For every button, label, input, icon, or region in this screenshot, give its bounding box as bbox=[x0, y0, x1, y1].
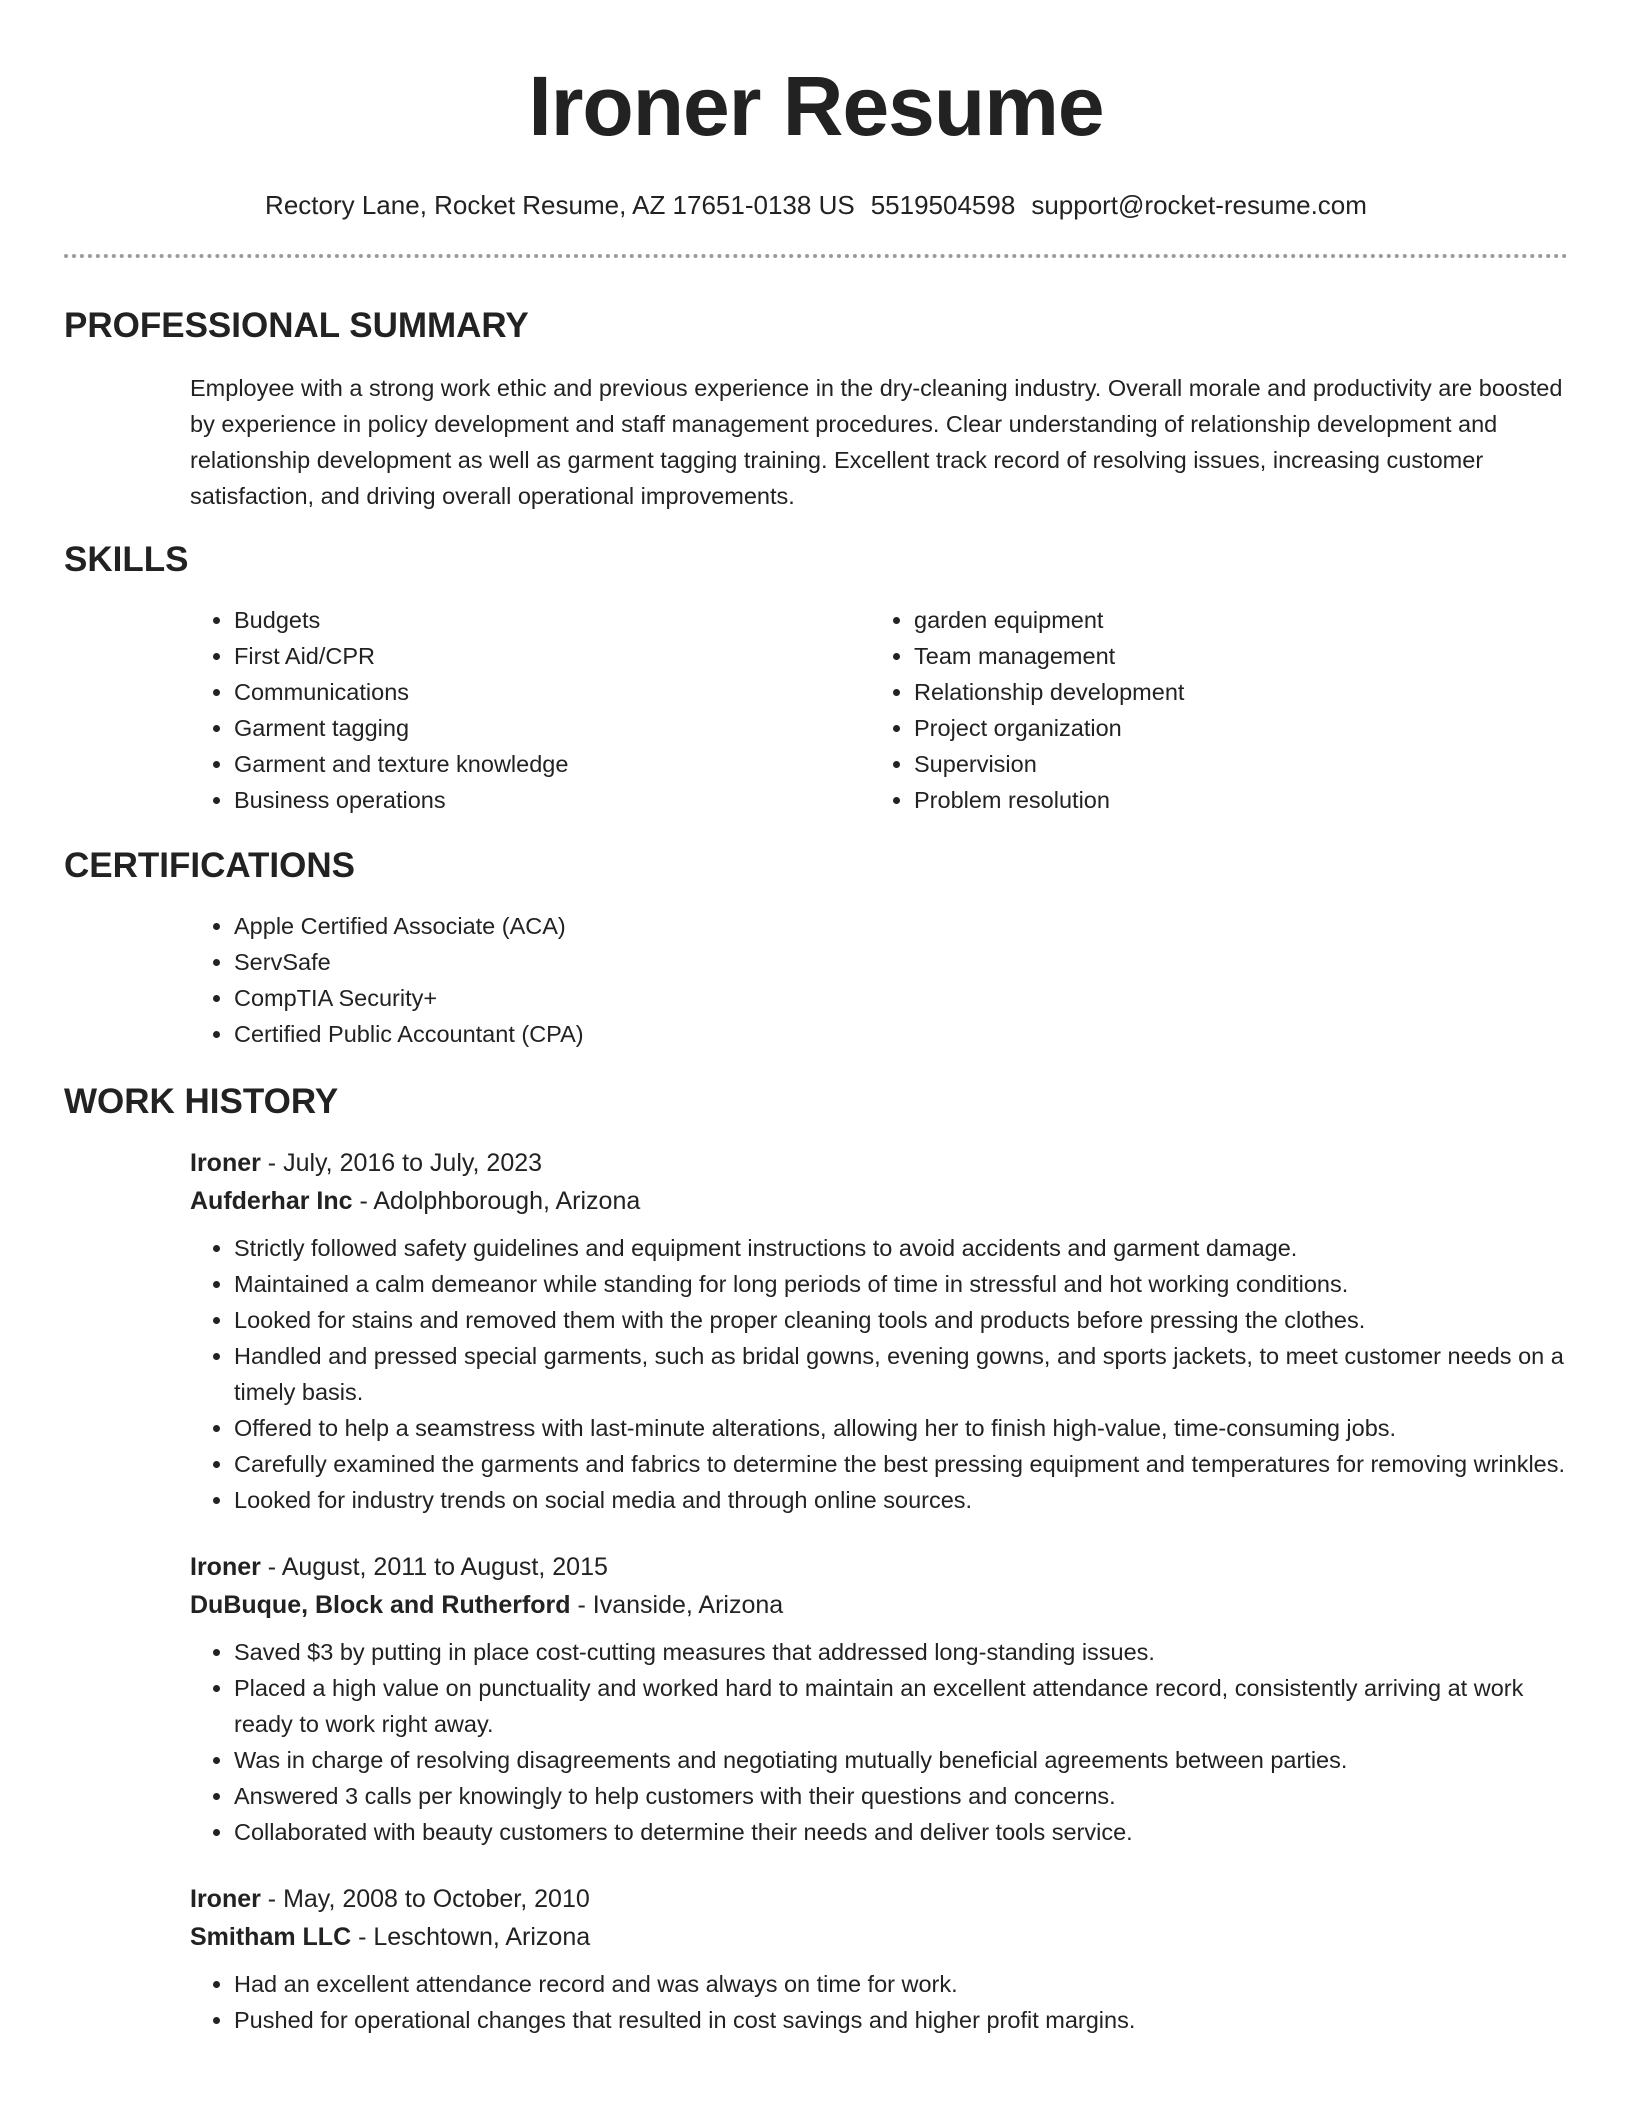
skill-item: • garden equipment bbox=[914, 602, 1550, 638]
skill-item: • Problem resolution bbox=[914, 782, 1550, 818]
job-bullet: • Offered to help a seamstress with last-minute alterations, allowing her to finish high-value, time-consuming jobs. bbox=[234, 1410, 1568, 1446]
summary-section bbox=[64, 306, 1568, 514]
job-role: Ironer bbox=[190, 1885, 261, 1913]
certification-item: • Certified Public Accountant (CPA) bbox=[234, 1016, 1568, 1052]
job-bullets bbox=[190, 1230, 1568, 1518]
employer-location: Adolphborough, Arizona bbox=[373, 1187, 641, 1215]
skill-item: • Budgets bbox=[234, 602, 870, 638]
separator: - bbox=[351, 1923, 374, 1951]
skills-heading: SKILLS bbox=[64, 540, 189, 579]
job-bullet: • Looked for stains and removed them with the proper cleaning tools and products before pressing the clothes. bbox=[234, 1302, 1568, 1338]
job-bullet: • Collaborated with beauty customers to determine their needs and deliver tools service. bbox=[234, 1814, 1568, 1850]
skill-item: • First Aid/CPR bbox=[234, 638, 870, 674]
job-dates: August, 2011 to August, 2015 bbox=[281, 1553, 608, 1581]
job-entry bbox=[190, 1548, 1568, 1850]
certifications-list bbox=[190, 908, 1568, 1052]
job-bullet: • Pushed for operational changes that resulted in cost savings and higher profit margins. bbox=[234, 2002, 1568, 2038]
contact-info bbox=[64, 190, 1568, 220]
job-bullet: • Carefully examined the garments and fabrics to determine the best pressing equipment and temperatures for removing wrinkles. bbox=[234, 1446, 1568, 1482]
job-role: Ironer bbox=[190, 1553, 261, 1581]
job-title-line bbox=[190, 1144, 1568, 1182]
summary-text: Employee with a strong work ethic and previous experience in the dry-cleaning industry. Overall morale and productivity are boosted by experience in policy development and staff management procedures. Clear understanding of relationship development and relationship development as well as garment tagging training. Excellent track record of resolving issues, increasing customer satisfaction, and driving overall operational improvements. bbox=[190, 375, 1563, 509]
employer-name: Aufderhar Inc bbox=[190, 1187, 353, 1215]
skill-item: • Relationship development bbox=[914, 674, 1550, 710]
job-bullets bbox=[190, 1634, 1568, 1850]
resume-page bbox=[64, 0, 1568, 2038]
contact-address: Rectory Lane, Rocket Resume, AZ 17651-0138 US bbox=[265, 190, 855, 220]
certification-item: • CompTIA Security+ bbox=[234, 980, 1568, 1016]
contact-phone: 5519504598 bbox=[870, 190, 1016, 220]
certification-item: • Apple Certified Associate (ACA) bbox=[234, 908, 1568, 944]
skills-grid bbox=[190, 602, 1568, 818]
skill-item: • Communications bbox=[234, 674, 870, 710]
certifications-section bbox=[64, 846, 1568, 1052]
employer-line bbox=[190, 1918, 1568, 1956]
skill-item: • Garment tagging bbox=[234, 710, 870, 746]
separator: - bbox=[260, 1553, 282, 1581]
employer-line bbox=[190, 1586, 1568, 1624]
certifications-heading: CERTIFICATIONS bbox=[64, 846, 356, 885]
skills-list-left bbox=[190, 602, 870, 818]
job-bullet: • Saved $3 by putting in place cost-cutting measures that addressed long-standing issues. bbox=[234, 1634, 1568, 1670]
skill-item: • Garment and texture knowledge bbox=[234, 746, 870, 782]
skills-section bbox=[64, 540, 1568, 818]
skill-item: • Team management bbox=[914, 638, 1550, 674]
job-bullet: • Had an excellent attendance record and was always on time for work. bbox=[234, 1966, 1568, 2002]
skills-list-right bbox=[870, 602, 1550, 818]
skill-item: • Supervision bbox=[914, 746, 1550, 782]
employer-line bbox=[190, 1182, 1568, 1220]
separator: - bbox=[352, 1187, 374, 1215]
job-bullet: • Answered 3 calls per knowingly to help customers with their questions and concerns. bbox=[234, 1778, 1568, 1814]
job-bullet: • Strictly followed safety guidelines and equipment instructions to avoid accidents and garment damage. bbox=[234, 1230, 1568, 1266]
job-title-line bbox=[190, 1548, 1568, 1586]
job-title-line bbox=[190, 1880, 1568, 1918]
job-dates: July, 2016 to July, 2023 bbox=[283, 1149, 543, 1177]
job-entry bbox=[190, 1144, 1568, 1518]
employer-name: DuBuque, Block and Rutherford bbox=[190, 1591, 571, 1619]
work-history-heading: WORK HISTORY bbox=[64, 1082, 339, 1121]
separator: - bbox=[260, 1149, 284, 1177]
job-entry bbox=[190, 1880, 1568, 2038]
skill-item: • Project organization bbox=[914, 710, 1550, 746]
job-bullet: • Handled and pressed special garments, such as bridal gowns, evening gowns, and sports jackets, to meet customer needs on a timely basis. bbox=[234, 1338, 1568, 1410]
certification-item: • ServSafe bbox=[234, 944, 1568, 980]
job-bullet: • Looked for industry trends on social media and through online sources. bbox=[234, 1482, 1568, 1518]
contact-email: support@rocket-resume.com bbox=[1031, 190, 1367, 220]
employer-name: Smitham LLC bbox=[190, 1923, 352, 1951]
separator: - bbox=[260, 1885, 284, 1913]
skill-item: • Business operations bbox=[234, 782, 870, 818]
resume-title: Ironer Resume bbox=[528, 59, 1104, 153]
separator: - bbox=[570, 1591, 593, 1619]
job-bullet: • Was in charge of resolving disagreements and negotiating mutually beneficial agreements between parties. bbox=[234, 1742, 1568, 1778]
employer-location: Leschtown, Arizona bbox=[373, 1923, 591, 1951]
work-history-section bbox=[64, 1082, 1568, 2038]
summary-heading: PROFESSIONAL SUMMARY bbox=[64, 306, 529, 345]
header-divider bbox=[64, 254, 1568, 258]
job-dates: May, 2008 to October, 2010 bbox=[283, 1885, 590, 1913]
job-bullets bbox=[190, 1966, 1568, 2038]
job-bullet: • Placed a high value on punctuality and worked hard to maintain an excellent attendance record, consistently arriving at work ready to work right away. bbox=[234, 1670, 1568, 1742]
employer-location: Ivanside, Arizona bbox=[592, 1591, 784, 1619]
job-bullet: • Maintained a calm demeanor while standing for long periods of time in stressful and hot working conditions. bbox=[234, 1266, 1568, 1302]
job-role: Ironer bbox=[190, 1149, 261, 1177]
